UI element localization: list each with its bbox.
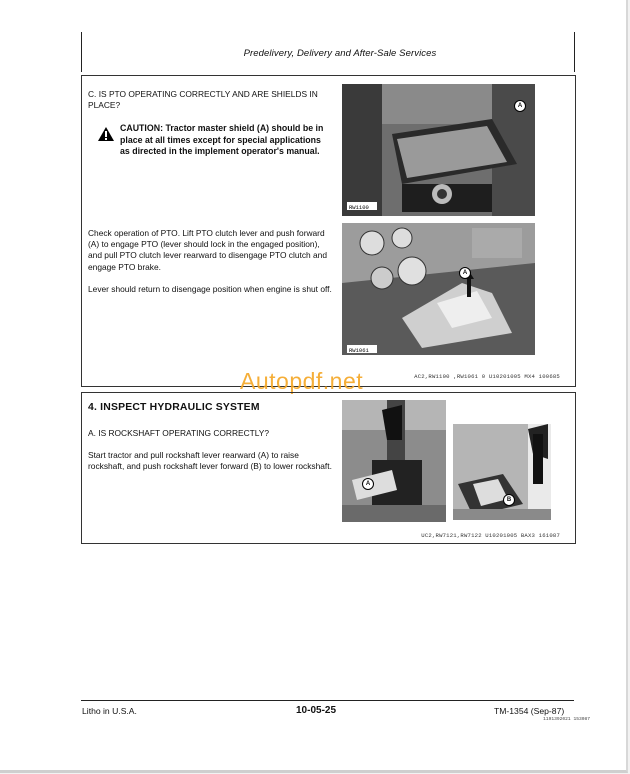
callout-a-photo1: A [514, 100, 526, 112]
rockshaft-raise-photo [342, 400, 446, 522]
page-number: 10-05-25 [296, 705, 337, 716]
pto-reference-code: AC2,RW1100 ,RW1061 0 U10201005 MX4 100685 [414, 373, 560, 380]
pto-shield-photo [342, 84, 535, 216]
caution-text: Tractor master shield (A) should be in place at all times except for special applications as directed in the implement operator's manual. [120, 123, 324, 157]
pto-lever-photo [342, 223, 535, 355]
footer-code: 1191392021 153087 [543, 717, 590, 722]
photo1-tag: RW1100 [349, 204, 369, 211]
watermark-text: Autopdf.net [240, 368, 364, 394]
pto-instruction-1: Check operation of PTO. Lift PTO clutch lever and push forward (A) to engage PTO (lever should lock in the engaged position), and pull PTO clutch lever rearward to disengage PTO clutch and engage PTO brake. [88, 228, 327, 272]
callout-b-rockshaft: B [503, 494, 515, 506]
pto-question: C. IS PTO OPERATING CORRECTLY AND ARE SHIELDS IN PLACE? [88, 89, 318, 111]
hydraulic-heading: 4. INSPECT HYDRAULIC SYSTEM [88, 402, 260, 413]
rockshaft-lower-photo [453, 424, 551, 520]
right-margin-line [574, 32, 575, 72]
left-margin-line [81, 32, 82, 72]
footer-manual-id: TM-1354 (Sep-87) [494, 706, 565, 716]
callout-a-rockshaft: A [362, 478, 374, 490]
pto-instruction-2: Lever should return to disengage position when engine is shut off. [88, 284, 332, 294]
photo2-tag: RW1061 [349, 347, 369, 354]
callout-a-photo2: A [459, 267, 471, 279]
rockshaft-question: A. IS ROCKSHAFT OPERATING CORRECTLY? [88, 428, 270, 438]
caution-block [120, 123, 332, 158]
footer-rule [81, 700, 574, 701]
caution-label: CAUTION: [120, 123, 164, 133]
caution-warning-icon [97, 126, 115, 142]
footer-litho: Litho in U.S.A. [82, 706, 137, 716]
page-header-title: Predelivery, Delivery and After-Sale Services [243, 48, 437, 59]
rockshaft-instruction: Start tractor and pull rockshaft lever rearward (A) to raise rockshaft, and push rockshaft lever forward (B) to lower rockshaft. [88, 450, 332, 472]
hydraulic-reference-code: UC2,RW7121,RW7122 U10201005 BAX3 161087 [421, 532, 560, 539]
